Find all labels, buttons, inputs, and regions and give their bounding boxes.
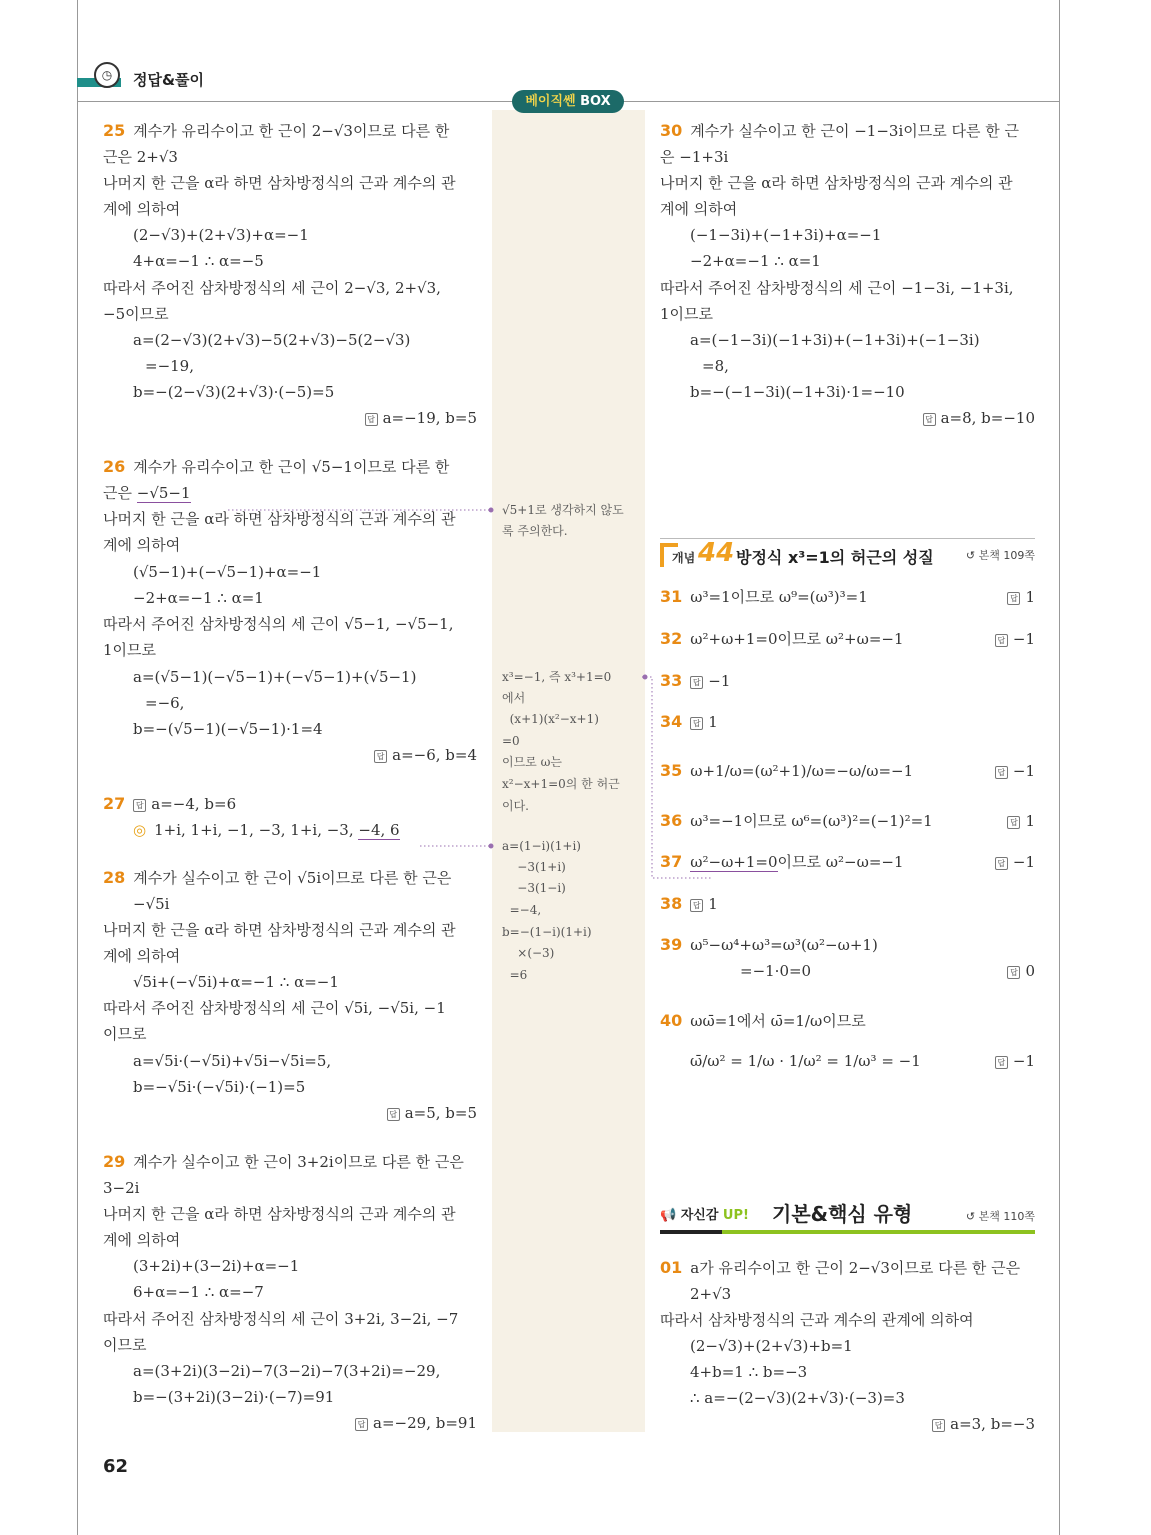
answer [995,1050,1035,1072]
line-text: b=−(2−√3)(2+√3)·(−5)=5 [133,383,335,401]
problem-32 [660,628,1035,650]
line-text: a=−19, b=5 [382,409,477,427]
target-icon: ◎ [133,821,147,839]
problem-number: 37 [660,852,683,871]
line-text: 나머지 한 근을 α라 하면 삼차방정식의 근과 계수의 관 [103,510,456,528]
solution-line [103,381,477,403]
problem-number: 31 [660,587,683,606]
line-text: a가 유리수이고 한 근이 2−√3이므로 다른 한 근은 [690,1259,1021,1277]
problem-number: 40 [660,1011,683,1030]
solution-line [103,919,477,941]
problem-30 [660,120,1035,142]
line-text: (2−√3)+(2+√3)+b=1 [690,1337,853,1355]
solution-line [660,224,1035,246]
problem-29 [103,1151,477,1173]
box-note: (x+1)(x²−x+1) [502,712,599,726]
underlined-text: ω²−ω+1=0 [690,853,778,871]
line-text: 계에 의하여 [103,1231,181,1249]
problem-number: 27 [103,794,126,813]
problem-number: 26 [103,457,126,476]
line-text: 3−2i [103,1179,140,1197]
line-text: 1+i, 1+i, −1, −3, 1+i, −3, [154,821,359,839]
solution-line [103,1360,477,1382]
solution-line [660,198,1035,220]
box-note: x³=−1, 즉 x³+1=0 [502,670,612,684]
megaphone-icon: 📢 [660,1208,677,1223]
answer-value: −1 [1012,630,1035,648]
line-text: 계수가 유리수이고 한 근이 √5−1이므로 다른 한 [133,458,450,476]
solution-line [103,997,477,1019]
answer-value: −1 [1012,853,1035,871]
line-text: 계에 의하여 [103,200,181,218]
line-text: 은 −1+3i [660,148,729,166]
line-text: −5이므로 [103,305,169,323]
box-note: x²−x+1=0의 한 허근 [502,777,620,791]
solution-line [660,1387,1035,1409]
answer-value: 1 [1025,812,1035,830]
problem-number: 01 [660,1258,683,1277]
box-note: =0 [502,734,520,748]
line-text: a=(2−√3)(2+√3)−5(2+√3)−5(2−√3) [133,331,411,349]
solution-line [660,277,1035,299]
line-text: b=−(√5−1)(−√5−1)·1=4 [133,720,323,738]
answer-icon: 답 [995,766,1008,779]
answer [995,628,1035,650]
problem-36 [660,810,1035,832]
solution-line [103,1177,477,1199]
solution-line [103,1386,477,1408]
line-text: 나머지 한 근을 α라 하면 삼차방정식의 근과 계수의 관 [103,1205,456,1223]
line-text: a=5, b=5 [404,1104,477,1122]
answer [1007,810,1035,832]
underlined-text: −4, 6 [358,821,400,839]
problem-35 [660,760,1035,782]
problem-37 [660,851,1035,873]
solution-line [103,250,477,272]
problem-01 [660,1257,1035,1279]
section-ref-text: 본책 109쪽 [978,549,1035,562]
solution-line [103,1281,477,1303]
box-note: ×(−3) [502,946,555,960]
left-column [103,0,477,1535]
line-text: 따라서 주어진 삼차방정식의 세 근이 2−√3, 2+√3, [103,279,441,297]
line-text: (√5−1)+(−√5−1)+α=−1 [133,563,322,581]
problem-number: 25 [103,121,126,140]
answer-value: 0 [1025,962,1035,980]
problem-number: 32 [660,629,683,648]
line-text: 따라서 주어진 삼차방정식의 세 근이 3+2i, 3−2i, −7 [103,1310,459,1328]
line-text: b=−√5i·(−√5i)·(−1)=5 [133,1078,306,1096]
solution-line [103,277,477,299]
line-text: ω³=−1이므로 ω⁶=(ω³)²=(−1)²=1 [690,812,933,830]
problem-number: 29 [103,1152,126,1171]
line-text: a=(√5−1)(−√5−1)+(−√5−1)+(√5−1) [133,668,417,686]
solution-line [103,1334,477,1356]
solution-line [103,1023,477,1045]
answer-icon: 답 [690,676,703,689]
line-text: 나머지 한 근을 α라 하면 삼차방정식의 근과 계수의 관 [660,174,1013,192]
line-text: a=(3+2i)(3−2i)−7(3−2i)−7(3+2i)=−29, [133,1362,441,1380]
line-text: a=−6, b=4 [392,746,477,764]
answer-value: −1 [1012,762,1035,780]
answer-value: 1 [1025,588,1035,606]
solution-line [103,146,477,168]
solution-line [103,587,477,609]
section-ref-text: 본책 110쪽 [978,1210,1035,1223]
line-text: (−1−3i)+(−1+3i)+α=−1 [690,226,882,244]
line-text: a=(−1−3i)(−1+3i)+(−1+3i)+(−1−3i) [690,331,980,349]
box-note: 록 주의한다. [502,524,568,538]
page-border-left [77,0,78,1535]
problem-28 [103,867,477,889]
solution-line [660,172,1035,194]
line-text: 4+b=1 ∴ b=−3 [690,1363,808,1381]
box-note: 이므로 ω는 [502,755,562,769]
solution-line [103,819,477,841]
line-text: −2+α=−1 ∴ α=1 [133,589,264,607]
box-note: a=(1−i)(1+i) [502,839,581,853]
line-text: 따라서 주어진 삼차방정식의 세 근이 √5i, −√5i, −1 [103,999,446,1017]
line-text: ω̄/ω² = 1/ω · 1/ω² = 1/ω³ = −1 [690,1052,921,1070]
line-text: 계수가 실수이고 한 근이 √5i이므로 다른 한 근은 [133,869,452,887]
solution-line [660,1050,1035,1072]
answer-icon: 답 [387,1108,400,1121]
section-title: 기본&핵심 유형 [772,1202,913,1226]
underline-green [722,1230,1035,1234]
solution-line [660,1283,1035,1305]
line-text: 2+√3 [690,1285,732,1303]
line-text: 6+α=−1 ∴ α=−7 [133,1283,264,1301]
problem-26 [103,456,477,478]
problem-number: 30 [660,121,683,140]
solution-line [660,303,1035,325]
problem-number: 39 [660,935,683,954]
line-text: 이므로 ω²−ω=−1 [777,853,904,871]
solution-line [660,1335,1035,1357]
section-ref [966,1208,1035,1224]
answer [995,760,1035,782]
line-text: 계수가 실수이고 한 근이 −1−3i이므로 다른 한 근 [690,122,1019,140]
kicker-text: 자신감 [680,1208,723,1223]
answer-value: a=−4, b=6 [151,795,237,813]
solution-line [103,613,477,635]
line-text: b=−(3+2i)(3−2i)·(−7)=91 [133,1388,335,1406]
line-text: −2+α=−1 ∴ α=1 [690,252,821,270]
solution-line [103,1308,477,1330]
answer-line [103,744,477,766]
solution-line [103,172,477,194]
line-text: 계에 의하여 [660,200,738,218]
solution-line [103,561,477,583]
line-text: a=−29, b=91 [373,1414,477,1432]
solution-line [103,355,477,377]
line-text: b=−(−1−3i)(−1+3i)·1=−10 [690,383,905,401]
problem-25 [103,120,477,142]
line-text: a=8, b=−10 [940,409,1035,427]
box-note: 에서 [502,691,526,705]
line-text: =−1·0=0 [740,962,812,980]
underlined-text: −√5−1 [136,484,191,502]
section-number: 44 [698,538,735,568]
solution-line [103,508,477,530]
line-text: ωω̄=1에서 ω̄=1/ω이므로 [690,1012,866,1030]
line-text: ω³=1이므로 ω⁹=(ω³)³=1 [690,588,868,606]
problem-number: 28 [103,868,126,887]
line-text: 계에 의하여 [103,536,181,554]
box-note: b=−(1−i)(1+i) [502,925,592,939]
solution-line [103,893,477,915]
answer-line [103,1412,477,1434]
basic-box-badge [512,90,624,113]
answer-value: −1 [708,672,731,690]
problem-39 [660,934,1035,956]
right-column [660,0,1035,1535]
problem-number: 34 [660,712,683,731]
page-number: 62 [103,1456,129,1477]
solution-line [103,971,477,993]
line-text: =8, [702,357,729,375]
solution-line [103,198,477,220]
solution-line [660,355,1035,377]
line-text: √5i+(−√5i)+α=−1 ∴ α=−1 [133,973,339,991]
section-label: 개념 [672,551,696,565]
box-label-2: BOX [580,94,611,109]
problem-number: 33 [660,671,683,690]
underline-dark [660,1230,722,1234]
line-text: 4+α=−1 ∴ α=−5 [133,252,264,270]
solution-line [103,1255,477,1277]
line-text: 계수가 실수이고 한 근이 3+2i이므로 다른 한 근은 [133,1153,464,1171]
answer [995,851,1035,873]
line-text: 나머지 한 근을 α라 하면 삼차방정식의 근과 계수의 관 [103,174,456,192]
answer-icon: 답 [995,1056,1008,1069]
answer-line [103,407,477,429]
problem-number: 36 [660,811,683,830]
answer-value: −1 [1012,1052,1035,1070]
solution-line [103,224,477,246]
solution-line [103,1203,477,1225]
solution-line [660,329,1035,351]
line-text: a=3, b=−3 [950,1415,1035,1433]
line-text: 따라서 주어진 삼차방정식의 세 근이 √5−1, −√5−1, [103,615,454,633]
answer [1007,586,1035,608]
solution-line [103,718,477,740]
box-note: =6 [502,968,528,982]
answer-icon: 답 [690,717,703,730]
solution-line [103,329,477,351]
answer-value: 1 [708,895,718,913]
box-note: −3(1+i) [502,860,566,874]
answer-line [660,1413,1035,1435]
line-text: 근은 [103,484,137,502]
refresh-icon: ↺ [965,549,979,562]
solution-line [660,1361,1035,1383]
box-note: 이다. [502,799,529,813]
answer-icon: 답 [995,857,1008,870]
problem-34 [660,711,1035,733]
answer-icon: 답 [1007,816,1020,829]
kicker-up: UP! [722,1208,749,1223]
answer-icon: 답 [1007,966,1020,979]
box-note: =−4, [502,903,542,917]
answer-icon: 답 [690,899,703,912]
solution-line [103,1229,477,1251]
answer-icon: 답 [374,750,387,763]
line-text: 이므로 [103,1025,147,1043]
box-note: −3(1−i) [502,881,566,895]
problem-27 [103,793,477,815]
solution-line [660,960,1035,982]
box-note: √5+1로 생각하지 않도 [502,503,624,517]
line-text: 1이므로 [103,641,157,659]
answer-icon: 답 [1007,592,1020,605]
solution-line [103,1050,477,1072]
page-border-right [1059,0,1060,1535]
solution-line [660,381,1035,403]
line-text: 계에 의하여 [103,947,181,965]
answer-value: 1 [708,713,718,731]
section-title: 방정식 x³=1의 허근의 성질 [736,548,934,567]
line-text: ω⁵−ω⁴+ω³=ω³(ω²−ω+1) [690,936,878,954]
line-text: ω²+ω+1=0이므로 ω²+ω=−1 [690,630,904,648]
line-text: 1이므로 [660,305,714,323]
problem-number: 38 [660,894,683,913]
section-ref [966,547,1035,563]
line-text: −√5i [133,895,170,913]
solution-line [103,666,477,688]
line-text: (3+2i)+(3−2i)+α=−1 [133,1257,300,1275]
answer-icon: 답 [365,413,378,426]
answer-icon: 답 [133,799,146,812]
line-text: (2−√3)+(2+√3)+α=−1 [133,226,309,244]
solution-line [660,1309,1035,1331]
section-44-header [660,538,1035,569]
clock-icon: ◷ [94,62,120,88]
solution-line [103,303,477,325]
answer-icon: 답 [355,1418,368,1431]
box-label-1: 베이직쎈 [525,94,576,109]
problem-number: 35 [660,761,683,780]
line-text: 이므로 [103,1336,147,1354]
problem-38 [660,893,1035,915]
answer-icon: 답 [932,1419,945,1432]
problem-33 [660,670,1035,692]
line-text: =−6, [145,694,185,712]
section-basic-header [660,1198,1035,1234]
header-title: 정답&풀이 [133,71,205,89]
refresh-icon: ↺ [965,1210,979,1223]
solution-line [660,146,1035,168]
problem-40 [660,1010,1035,1032]
problem-31 [660,586,1035,608]
line-text: =−19, [145,357,194,375]
solution-line [660,250,1035,272]
line-text: 따라서 주어진 삼차방정식의 세 근이 −1−3i, −1+3i, [660,279,1014,297]
solution-line [103,1076,477,1098]
answer-line [103,1102,477,1124]
line-text: ω+1/ω=(ω²+1)/ω=−ω/ω=−1 [690,762,914,780]
line-text: a=√5i·(−√5i)+√5i−√5i=5, [133,1052,332,1070]
line-text: 나머지 한 근을 α라 하면 삼차방정식의 근과 계수의 관 [103,921,456,939]
line-text: 계수가 유리수이고 한 근이 2−√3이므로 다른 한 [133,122,450,140]
answer [1007,960,1035,982]
line-text: ∴ a=−(2−√3)(2+√3)·(−3)=3 [690,1389,905,1407]
solution-line [103,639,477,661]
answer-icon: 답 [995,634,1008,647]
section-kicker [660,1204,749,1223]
solution-line [103,945,477,967]
line-text: 근은 2+√3 [103,148,178,166]
solution-line [103,692,477,714]
solution-line [103,482,477,504]
solution-line [103,534,477,556]
answer-line [660,407,1035,429]
answer-icon: 답 [923,413,936,426]
line-text: 따라서 삼차방정식의 근과 계수의 관계에 의하여 [660,1311,974,1329]
